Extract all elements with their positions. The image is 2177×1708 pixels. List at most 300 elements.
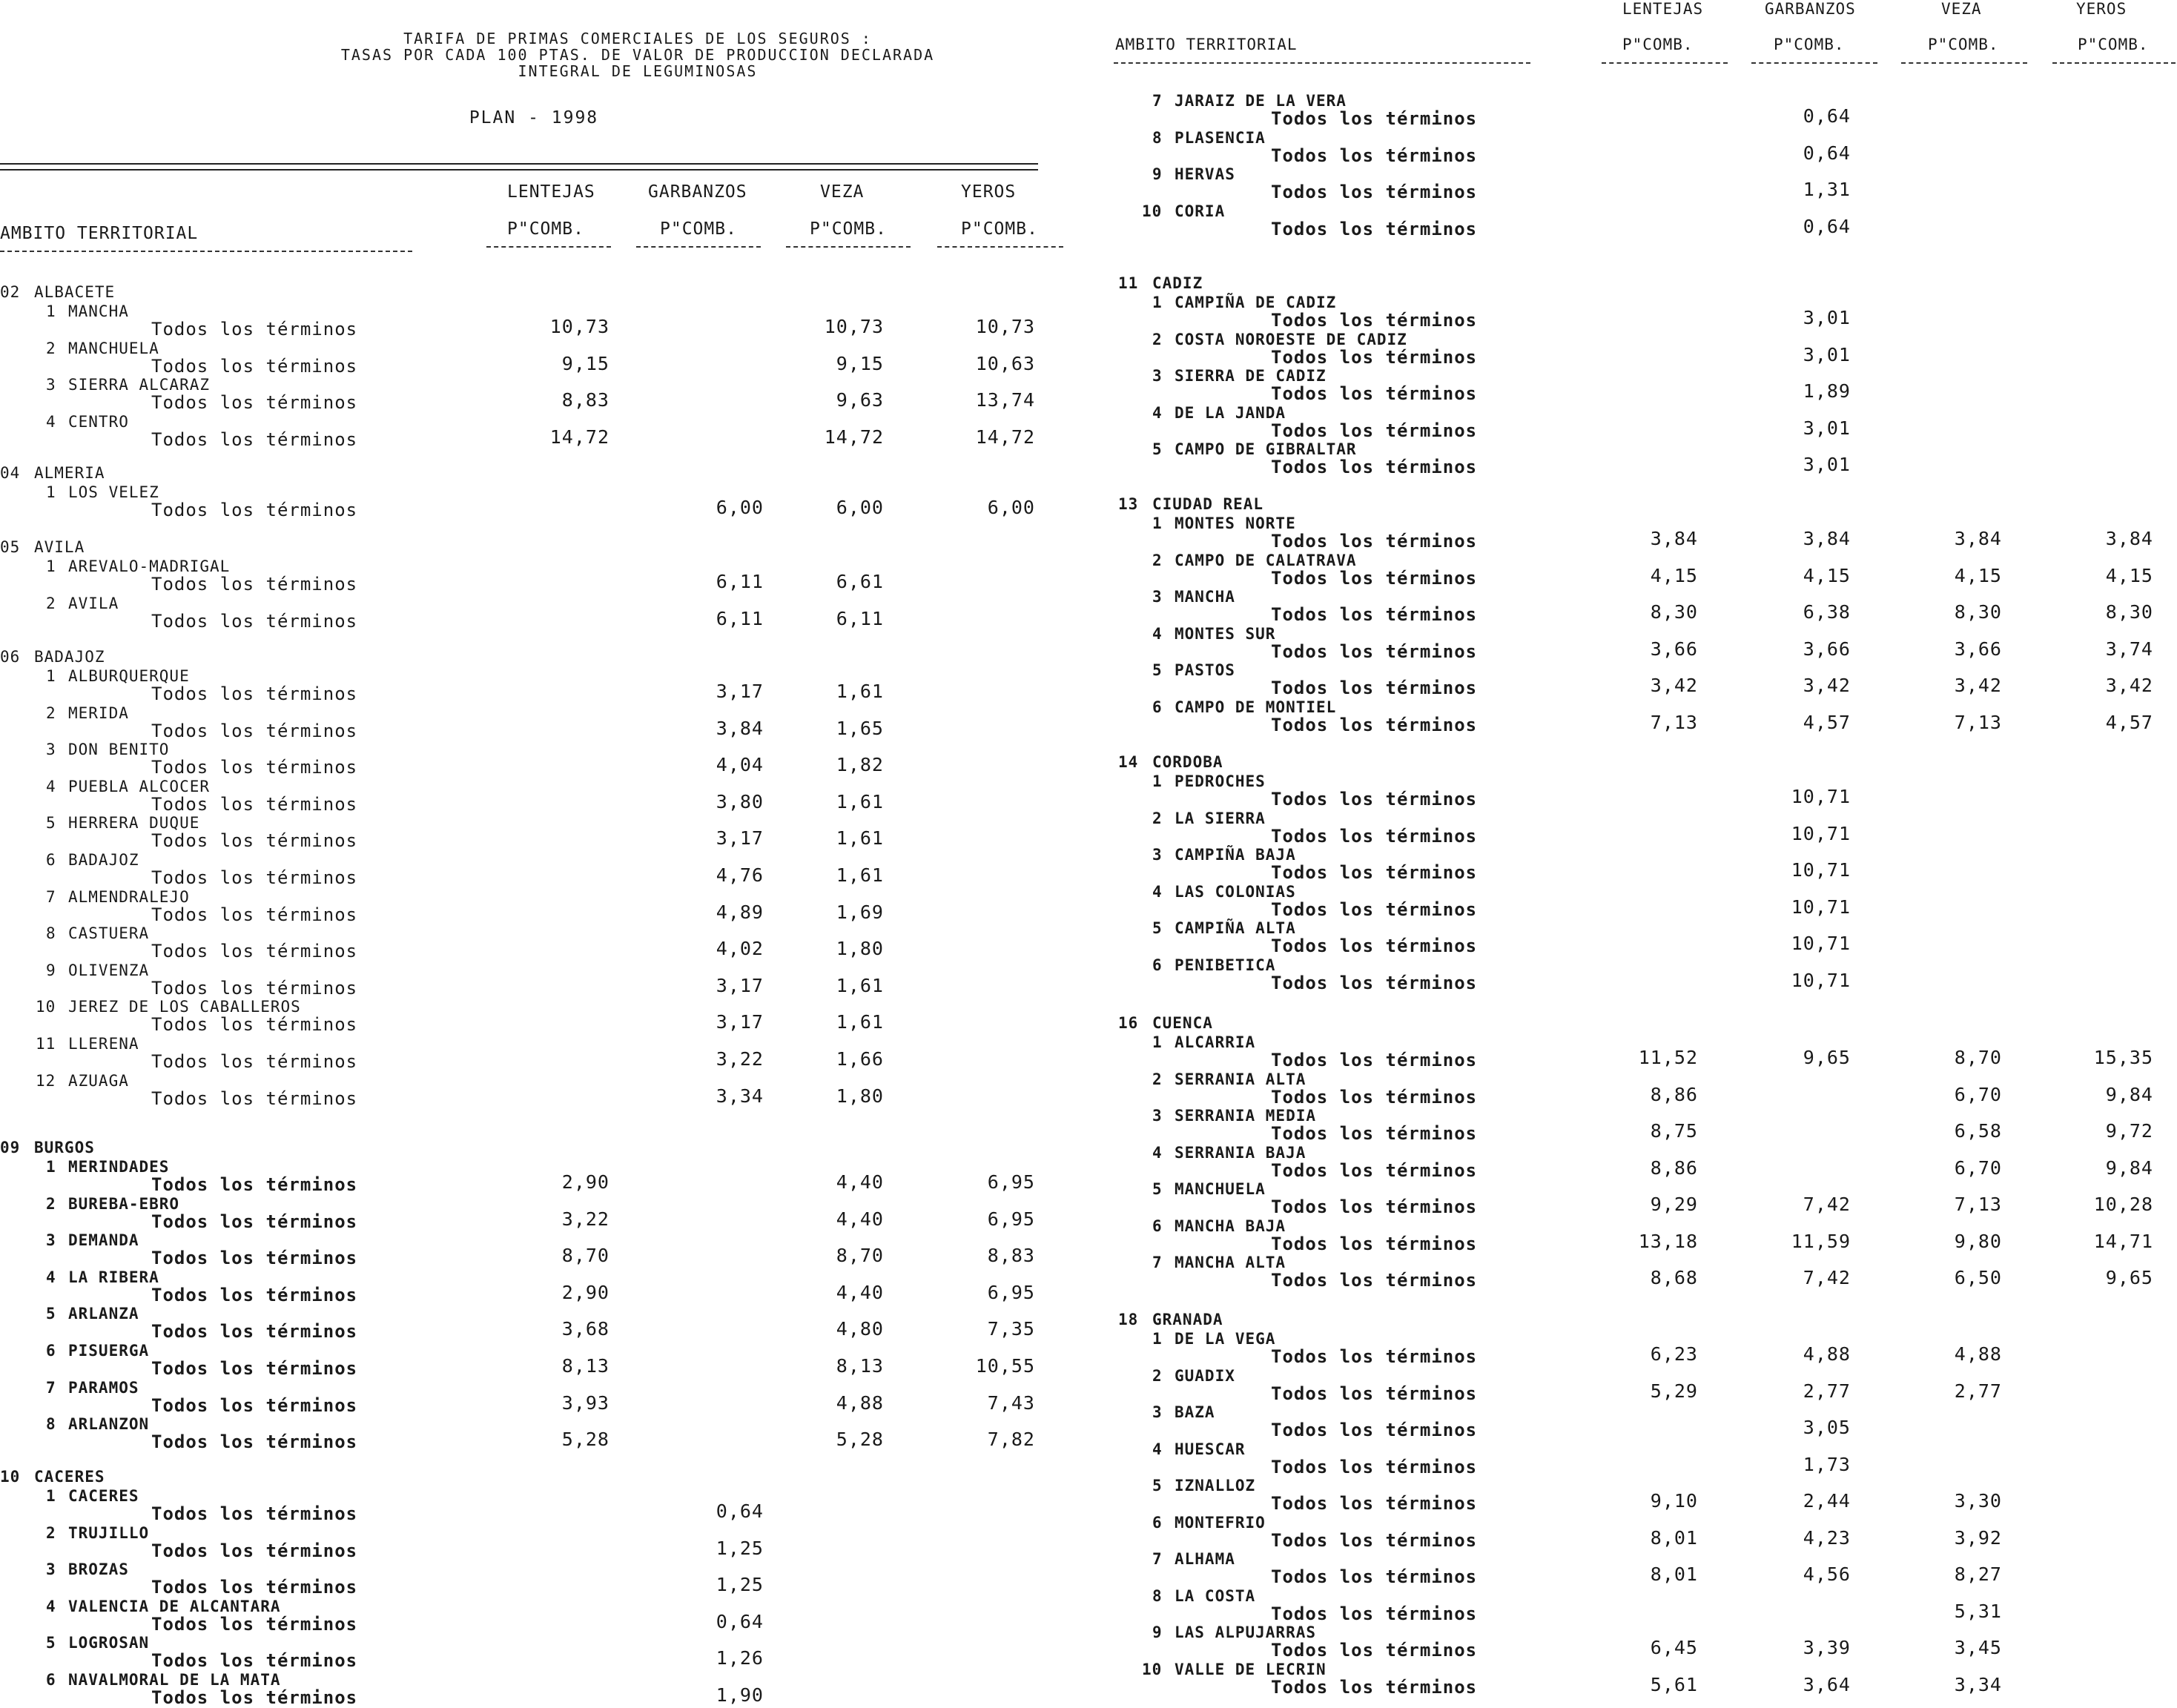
- tariff-value: 6,70: [1954, 1083, 2002, 1105]
- region-number: 5: [1152, 1180, 1163, 1198]
- tariff-value: 8,83: [987, 1245, 1035, 1267]
- region-number: 2: [46, 1523, 56, 1542]
- region-name: CASTUERA: [68, 924, 150, 943]
- tariff-value: 3,80: [716, 790, 764, 812]
- tariff-value: 9,15: [561, 352, 610, 374]
- tariff-value: 11,59: [1791, 1230, 1851, 1252]
- region-number: 3: [46, 741, 56, 759]
- tariff-value: 1,61: [836, 974, 884, 996]
- tariff-value: 2,90: [561, 1281, 610, 1303]
- region-name: LOGROSAN: [68, 1634, 150, 1652]
- region-number: 1: [46, 483, 56, 501]
- region-number: 2: [1152, 1366, 1163, 1385]
- terms-label: Todos los términos: [1271, 1566, 1478, 1587]
- tariff-value: 6,45: [1650, 1637, 1698, 1658]
- region-number: 5: [1152, 440, 1163, 458]
- terms-label: Todos los términos: [1271, 457, 1478, 477]
- region-name: DON BENITO: [68, 741, 170, 759]
- tariff-value: 3,84: [716, 717, 764, 739]
- terms-label: Todos los términos: [1271, 108, 1478, 129]
- terms-label: Todos los términos: [1271, 1676, 1478, 1698]
- terms-label: Todos los términos: [151, 1687, 358, 1708]
- left-header-yeros: YEROS: [961, 182, 1017, 202]
- tariff-value: 4,76: [716, 864, 764, 886]
- title-line-2: TASAS POR CADA 100 PTAS. DE VALOR DE PRODUCCION DECLARADA: [340, 46, 935, 64]
- region-number: 8: [46, 1415, 56, 1434]
- right-sub-veza: P"COMB.: [1928, 36, 1999, 53]
- terms-label: Todos los términos: [1271, 1383, 1478, 1404]
- tariff-value: 4,88: [836, 1391, 884, 1414]
- terms-label: Todos los términos: [151, 683, 358, 704]
- region-name: ALMENDRALEJO: [68, 887, 190, 906]
- terms-label: Todos los términos: [151, 1014, 358, 1036]
- region-name: MERINDADES: [68, 1158, 170, 1176]
- left-dash-2: [636, 246, 761, 248]
- region-number: 6: [46, 1671, 56, 1689]
- terms-label: Todos los términos: [151, 793, 358, 815]
- tariff-value: 3,01: [1803, 417, 1851, 439]
- terms-label: Todos los términos: [151, 1321, 358, 1343]
- tariff-value: 8,70: [561, 1245, 610, 1267]
- tariff-value: 0,64: [716, 1500, 764, 1522]
- region-name: MANCHA ALTA: [1175, 1254, 1286, 1271]
- tariff-value: 6,11: [716, 571, 764, 592]
- tariff-value: 3,39: [1803, 1637, 1851, 1658]
- tariff-value: 14,72: [824, 426, 884, 448]
- region-name: PARAMOS: [68, 1378, 139, 1397]
- plan-label: PLAN - 1998: [469, 108, 599, 128]
- region-name: CAMPIÑA DE CADIZ: [1175, 294, 1337, 311]
- tariff-value: 3,22: [716, 1048, 764, 1070]
- region-number: 6: [1152, 956, 1163, 974]
- tariff-value: 10,71: [1791, 859, 1851, 881]
- left-dash-3: [786, 246, 911, 248]
- region-name: VALENCIA DE ALCANTARA: [68, 1597, 281, 1615]
- province-name: CACERES: [34, 1468, 105, 1486]
- region-name: MANCHA BAJA: [1175, 1217, 1286, 1235]
- province-code: 16: [1118, 1014, 1139, 1032]
- terms-label: Todos los términos: [1271, 310, 1478, 331]
- tariff-value: 7,13: [1954, 1194, 2002, 1215]
- terms-label: Todos los términos: [151, 500, 358, 520]
- tariff-value: 5,28: [836, 1429, 884, 1451]
- terms-label: Todos los términos: [151, 1248, 358, 1269]
- right-sub-yeros: P"COMB.: [2078, 36, 2149, 53]
- tariff-value: 6,00: [716, 497, 764, 518]
- region-name: IZNALLOZ: [1175, 1477, 1256, 1494]
- tariff-value: 3,84: [1954, 528, 2002, 549]
- terms-label: Todos los términos: [151, 1540, 358, 1561]
- terms-label: Todos los términos: [1271, 1420, 1478, 1440]
- terms-label: Todos los términos: [151, 1394, 358, 1416]
- tariff-value: 4,88: [1954, 1343, 2002, 1365]
- region-number: 6: [46, 1342, 56, 1360]
- tariff-value: 6,00: [987, 497, 1035, 518]
- terms-label: Todos los términos: [1271, 714, 1478, 735]
- tariff-value: 3,93: [561, 1391, 610, 1414]
- tariff-value: 10,73: [975, 316, 1035, 337]
- terms-label: Todos los términos: [1271, 1086, 1478, 1108]
- tariff-value: 3,84: [2105, 528, 2153, 549]
- tariff-value: 8,30: [1954, 601, 2002, 623]
- tariff-value: 0,64: [1803, 215, 1851, 237]
- region-name: CAMPIÑA BAJA: [1175, 846, 1296, 864]
- province-code: 10: [0, 1468, 21, 1486]
- region-name: ALBURQUERQUE: [68, 667, 190, 685]
- terms-label: Todos los términos: [151, 830, 358, 852]
- region-name: CAMPO DE MONTIEL: [1175, 698, 1337, 716]
- region-name: VALLE DE LECRIN: [1175, 1660, 1327, 1678]
- region-number: 4: [46, 412, 56, 431]
- tariff-value: 9,63: [836, 389, 884, 411]
- region-number: 9: [46, 961, 56, 979]
- region-number: 3: [1152, 367, 1163, 385]
- tariff-value: 3,45: [1954, 1637, 2002, 1658]
- terms-label: Todos los términos: [1271, 789, 1478, 810]
- province-name: ALBACETE: [34, 283, 116, 301]
- terms-label: Todos los términos: [1271, 898, 1478, 920]
- tariff-value: 8,01: [1650, 1526, 1698, 1549]
- region-name: DEMANDA: [68, 1231, 139, 1250]
- region-name: MANCHA: [68, 302, 129, 320]
- right-header-veza: VEZA: [1941, 0, 1982, 18]
- tariff-value: 10,71: [1791, 896, 1851, 918]
- terms-label: Todos los términos: [151, 867, 358, 888]
- province-code: 06: [0, 648, 21, 666]
- region-number: 5: [1152, 661, 1163, 679]
- tariff-value: 5,29: [1650, 1380, 1698, 1402]
- tariff-value: 8,86: [1650, 1083, 1698, 1105]
- tariff-value: 6,00: [836, 497, 884, 518]
- tariff-value: 9,65: [2105, 1267, 2153, 1288]
- region-number: 9: [1152, 165, 1163, 183]
- tariff-value: 3,66: [1954, 638, 2002, 660]
- terms-label: Todos los términos: [151, 1174, 358, 1195]
- tariff-value: 2,90: [561, 1171, 610, 1193]
- terms-label: Todos los términos: [151, 1431, 358, 1453]
- left-header-garbanzos: GARBANZOS: [648, 182, 747, 202]
- tariff-value: 2,77: [1803, 1380, 1851, 1402]
- tariff-value: 6,50: [1954, 1267, 2002, 1288]
- terms-label: Todos los términos: [1271, 972, 1478, 993]
- tariff-value: 3,42: [1803, 675, 1851, 696]
- region-number: 3: [1152, 1107, 1163, 1125]
- terms-label: Todos los términos: [1271, 1050, 1478, 1070]
- region-number: 10: [36, 998, 56, 1016]
- region-name: BROZAS: [68, 1560, 129, 1579]
- terms-label: Todos los términos: [151, 428, 358, 450]
- region-number: 9: [1152, 1623, 1163, 1641]
- region-number: 5: [1152, 1477, 1163, 1494]
- terms-label: Todos los términos: [1271, 1233, 1478, 1254]
- tariff-value: 6,23: [1650, 1343, 1698, 1365]
- tariff-value: 8,86: [1650, 1156, 1698, 1179]
- tariff-value: 3,42: [2105, 675, 2153, 696]
- tariff-value: 8,13: [561, 1355, 610, 1377]
- region-name: LA COSTA: [1175, 1586, 1256, 1605]
- tariff-value: 2,44: [1803, 1490, 1851, 1512]
- tariff-value: 4,23: [1803, 1526, 1851, 1549]
- tariff-value: 3,34: [716, 1085, 764, 1107]
- tariff-value: 3,42: [1954, 675, 2002, 696]
- terms-label: Todos los términos: [151, 1051, 358, 1072]
- region-name: LA SIERRA: [1175, 809, 1266, 827]
- terms-label: Todos los términos: [151, 1284, 358, 1305]
- terms-label: Todos los términos: [1271, 678, 1478, 698]
- region-name: AVILA: [68, 594, 119, 612]
- tariff-value: 3,64: [1803, 1673, 1851, 1695]
- tariff-value: 4,15: [1650, 564, 1698, 586]
- province-name: CUENCA: [1152, 1014, 1213, 1032]
- tariff-value: 5,61: [1650, 1673, 1698, 1695]
- region-number: 1: [46, 302, 56, 320]
- region-name: COSTA NOROESTE DE CADIZ: [1175, 330, 1407, 348]
- terms-label: Todos los términos: [151, 757, 358, 778]
- tariff-value: 1,25: [716, 1537, 764, 1559]
- province-name: GRANADA: [1152, 1311, 1223, 1328]
- tariff-value: 7,42: [1803, 1194, 1851, 1215]
- region-name: OLIVENZA: [68, 961, 150, 979]
- header-rule-top-2: [0, 169, 1038, 171]
- terms-label: Todos los términos: [1271, 1529, 1478, 1551]
- region-number: 8: [46, 924, 56, 943]
- terms-label: Todos los términos: [151, 392, 358, 414]
- region-name: MONTES NORTE: [1175, 514, 1296, 532]
- terms-label: Todos los términos: [1271, 218, 1478, 239]
- region-number: 2: [1152, 551, 1163, 569]
- region-number: 5: [1152, 919, 1163, 937]
- tariff-value: 7,13: [1650, 711, 1698, 733]
- region-number: 1: [46, 667, 56, 685]
- tariff-value: 10,71: [1791, 786, 1851, 807]
- region-name: SIERRA ALCARAZ: [68, 376, 211, 394]
- tariff-value: 0,64: [1803, 142, 1851, 164]
- terms-label: Todos los términos: [1271, 567, 1478, 589]
- tariff-value: 3,68: [561, 1318, 610, 1340]
- tariff-value: 3,01: [1803, 454, 1851, 475]
- left-sub-lentejas: P"COMB.: [507, 219, 584, 239]
- tariff-value: 10,63: [975, 352, 1035, 374]
- region-number: 6: [1152, 1513, 1163, 1532]
- tariff-value: 14,72: [975, 426, 1035, 448]
- terms-label: Todos los términos: [1271, 1456, 1478, 1477]
- tariff-value: 4,40: [836, 1208, 884, 1230]
- region-name: MONTES SUR: [1175, 624, 1276, 643]
- left-dash-ambito: [0, 251, 412, 252]
- tariff-value: 0,64: [716, 1610, 764, 1632]
- tariff-value: 3,22: [561, 1208, 610, 1230]
- tariff-value: 7,82: [987, 1429, 1035, 1451]
- province-name: CADIZ: [1152, 274, 1203, 292]
- region-number: 1: [1152, 772, 1163, 790]
- region-number: 4: [1152, 403, 1163, 422]
- terms-label: Todos los términos: [151, 904, 358, 925]
- region-name: ARLANZA: [68, 1305, 139, 1323]
- tariff-value: 9,84: [2105, 1083, 2153, 1105]
- region-name: NAVALMORAL DE LA MATA: [68, 1671, 281, 1689]
- tariff-value: 4,04: [716, 754, 764, 776]
- region-number: 7: [1152, 1254, 1163, 1271]
- region-number: 1: [46, 1487, 56, 1505]
- tariff-value: 7,35: [987, 1318, 1035, 1340]
- region-number: 2: [1152, 330, 1163, 348]
- tariff-value: 1,80: [836, 938, 884, 960]
- province-code: 14: [1118, 753, 1139, 771]
- right-sub-garbanzos: P"COMB.: [1774, 36, 1845, 53]
- terms-label: Todos los términos: [1271, 1196, 1478, 1217]
- province-code: 04: [0, 464, 21, 482]
- region-name: CAMPIÑA ALTA: [1175, 919, 1296, 937]
- title-line-1: TARIFA DE PRIMAS COMERCIALES DE LOS SEGUROS :: [403, 30, 872, 47]
- tariff-value: 8,68: [1650, 1267, 1698, 1288]
- tariff-value: 8,83: [561, 389, 610, 411]
- tariff-value: 3,92: [1954, 1526, 2002, 1549]
- region-name: TRUJILLO: [68, 1523, 150, 1542]
- tariff-value: 1,90: [716, 1684, 764, 1706]
- tariff-value: 10,73: [824, 316, 884, 337]
- terms-label: Todos los términos: [1271, 1603, 1478, 1624]
- province-name: CIUDAD REAL: [1152, 495, 1264, 513]
- region-name: SERRANIA MEDIA: [1175, 1107, 1317, 1125]
- region-number: 8: [1152, 1586, 1163, 1605]
- terms-label: Todos los términos: [151, 1613, 358, 1635]
- region-number: 1: [1152, 294, 1163, 311]
- tariff-value: 4,40: [836, 1171, 884, 1193]
- province-code: 05: [0, 538, 21, 556]
- region-number: 2: [46, 704, 56, 722]
- terms-label: Todos los términos: [1271, 182, 1478, 202]
- tariff-value: 6,11: [716, 607, 764, 629]
- terms-label: Todos los términos: [1271, 825, 1478, 847]
- region-name: SERRANIA ALTA: [1175, 1070, 1306, 1088]
- right-header-garbanzos: GARBANZOS: [1765, 0, 1856, 18]
- region-number: 4: [1152, 882, 1163, 901]
- tariff-value: 4,89: [716, 901, 764, 923]
- tariff-value: 1,26: [716, 1647, 764, 1669]
- right-dash-2: [1751, 62, 1877, 64]
- tariff-value: 10,71: [1791, 969, 1851, 991]
- region-name: MERIDA: [68, 704, 129, 722]
- terms-label: Todos los términos: [151, 1577, 358, 1598]
- region-name: BUREBA-EBRO: [68, 1194, 180, 1213]
- terms-label: Todos los términos: [151, 1650, 358, 1672]
- terms-label: Todos los términos: [1271, 1159, 1478, 1181]
- tariff-value: 6,11: [836, 607, 884, 629]
- region-name: MONTEFRIO: [1175, 1513, 1266, 1532]
- tariff-value: 3,01: [1803, 343, 1851, 365]
- region-name: LAS COLONIAS: [1175, 882, 1296, 901]
- tariff-value: 10,28: [2093, 1194, 2153, 1215]
- tariff-value: 9,72: [2105, 1120, 2153, 1142]
- tariff-value: 4,15: [2105, 564, 2153, 586]
- province-name: ALMERIA: [34, 464, 105, 482]
- region-name: HERRERA DUQUE: [68, 814, 200, 833]
- terms-label: Todos los términos: [1271, 1346, 1478, 1367]
- tariff-value: 4,40: [836, 1281, 884, 1303]
- region-name: JEREZ DE LOS CABALLEROS: [68, 998, 301, 1016]
- region-name: CAMPO DE GIBRALTAR: [1175, 440, 1357, 458]
- region-number: 2: [46, 594, 56, 612]
- region-name: BAZA: [1175, 1403, 1215, 1421]
- tariff-value: 3,66: [1650, 638, 1698, 660]
- terms-label: Todos los términos: [151, 1358, 358, 1379]
- left-header-lentejas: LENTEJAS: [507, 182, 595, 202]
- tariff-value: 6,95: [987, 1171, 1035, 1193]
- tariff-value: 3,17: [716, 681, 764, 702]
- region-number: 7: [46, 887, 56, 906]
- left-sub-veza: P"COMB.: [810, 219, 887, 239]
- province-code: 02: [0, 283, 21, 301]
- terms-label: Todos los términos: [1271, 1270, 1478, 1291]
- region-name: SERRANIA BAJA: [1175, 1143, 1306, 1162]
- right-header-yeros: YEROS: [2076, 0, 2127, 18]
- region-number: 12: [36, 1071, 56, 1090]
- region-number: 7: [46, 1378, 56, 1397]
- terms-label: Todos los términos: [1271, 604, 1478, 625]
- tariff-value: 9,84: [2105, 1156, 2153, 1179]
- province-code: 18: [1118, 1311, 1139, 1328]
- region-number: 10: [1142, 202, 1163, 220]
- region-number: 4: [1152, 624, 1163, 643]
- tariff-value: 1,61: [836, 790, 884, 812]
- region-name: ARLANZON: [68, 1415, 150, 1434]
- region-number: 3: [46, 1560, 56, 1579]
- region-number: 3: [46, 376, 56, 394]
- title-line-3: INTEGRAL DE LEGUMINOSAS: [518, 62, 758, 80]
- tariff-value: 9,15: [836, 352, 884, 374]
- region-name: PISUERGA: [68, 1342, 150, 1360]
- province-name: BURGOS: [34, 1139, 95, 1156]
- terms-label: Todos los términos: [151, 720, 358, 741]
- tariff-value: 14,72: [549, 426, 610, 448]
- tariff-value: 3,42: [1650, 675, 1698, 696]
- tariff-value: 3,66: [1803, 638, 1851, 660]
- region-number: 6: [46, 851, 56, 869]
- left-sub-yeros: P"COMB.: [961, 219, 1038, 239]
- tariff-value: 4,57: [1803, 711, 1851, 733]
- region-name: ALCARRIA: [1175, 1033, 1256, 1051]
- region-number: 1: [1152, 514, 1163, 532]
- region-name: GUADIX: [1175, 1366, 1235, 1385]
- right-dash-4: [2052, 62, 2176, 64]
- left-sub-garbanzos: P"COMB.: [660, 219, 737, 239]
- region-name: DE LA VEGA: [1175, 1330, 1276, 1348]
- terms-label: Todos los términos: [151, 319, 358, 340]
- region-name: LA RIBERA: [68, 1268, 159, 1286]
- region-number: 4: [46, 777, 56, 795]
- right-header-lentejas: LENTEJAS: [1622, 0, 1704, 18]
- tariff-value: 2,77: [1954, 1380, 2002, 1402]
- terms-label: Todos los términos: [151, 1088, 358, 1109]
- tariff-value: 0,64: [1803, 105, 1851, 127]
- tariff-value: 13,18: [1638, 1230, 1698, 1252]
- tariff-value: 3,84: [1650, 528, 1698, 549]
- tariff-value: 4,88: [1803, 1343, 1851, 1365]
- region-number: 10: [1142, 1660, 1163, 1678]
- right-dash-ambito: [1114, 62, 1530, 64]
- region-number: 5: [46, 814, 56, 833]
- left-header-veza: VEZA: [820, 182, 865, 202]
- tariff-value: 8,27: [1954, 1563, 2002, 1585]
- terms-label: Todos los términos: [151, 1503, 358, 1524]
- region-number: 5: [46, 1305, 56, 1323]
- region-number: 2: [1152, 1070, 1163, 1088]
- province-name: AVILA: [34, 538, 85, 556]
- region-name: AREVALO-MADRIGAL: [68, 557, 231, 575]
- terms-label: Todos los términos: [1271, 640, 1478, 662]
- region-number: 4: [1152, 1440, 1163, 1458]
- tariff-value: 1,61: [836, 864, 884, 886]
